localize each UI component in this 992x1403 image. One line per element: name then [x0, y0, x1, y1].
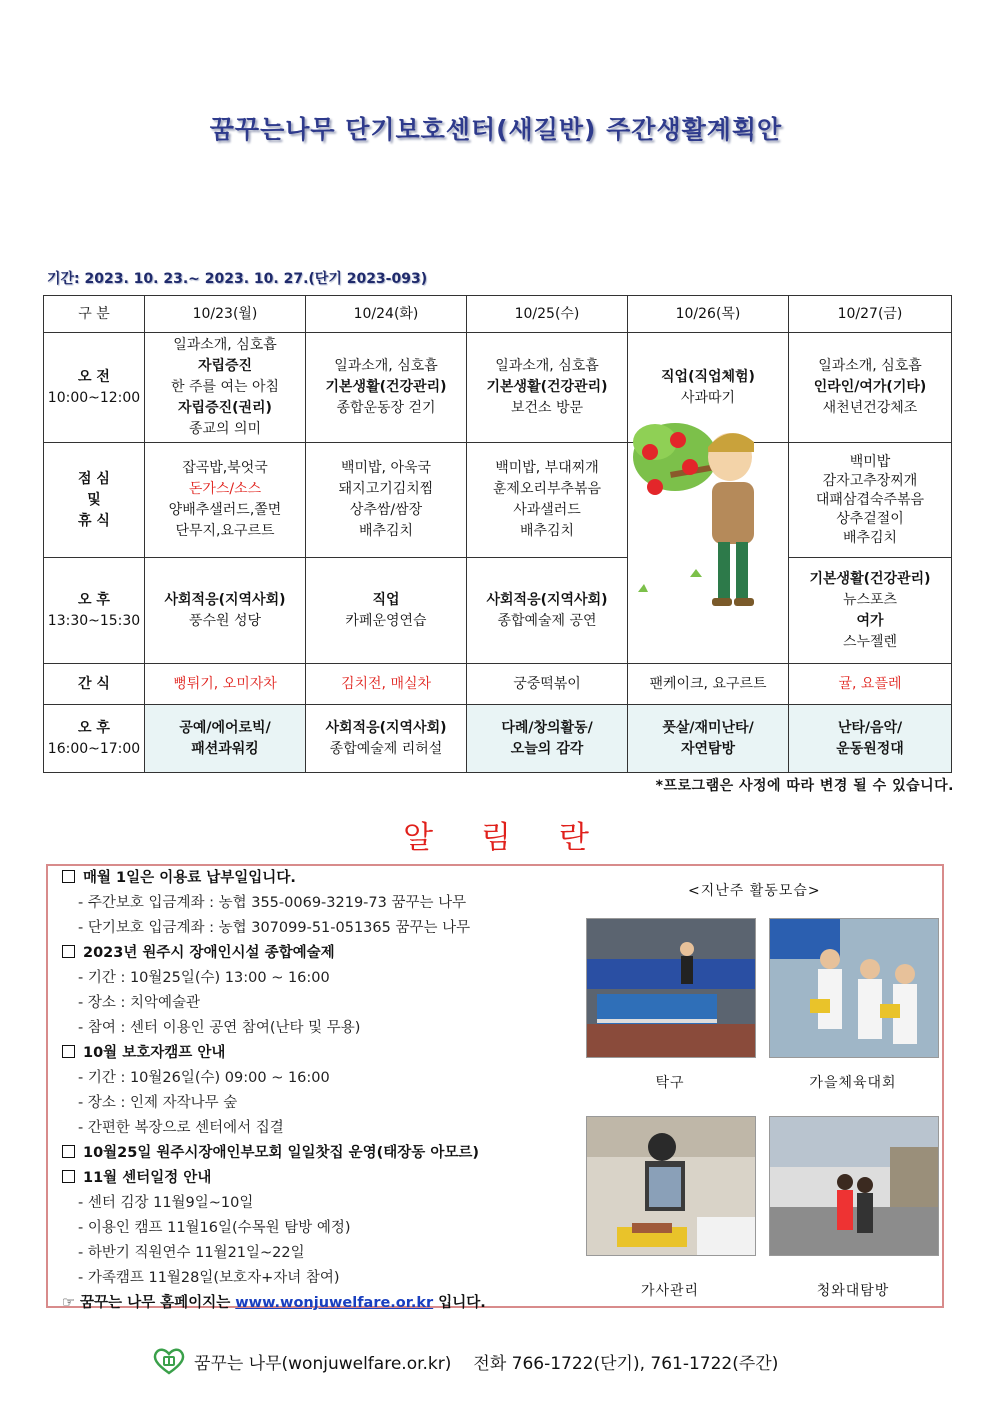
afternoon-time: 13:30~15:30	[47, 612, 141, 629]
cell-text: 사과따기	[680, 389, 736, 406]
homepage-suffix: 입니다.	[438, 1295, 486, 1311]
cell-text: 기본생활(건강관리)	[325, 379, 447, 395]
row-label-morning	[44, 333, 145, 443]
checkbox-square-icon	[62, 1145, 75, 1158]
notice-item	[62, 1016, 582, 1041]
cell-text: 사회적응(지역사회)	[164, 591, 286, 608]
cell-text: 스누젤렌	[842, 633, 898, 650]
photo-caption: 가사관리	[640, 1283, 700, 1299]
cell-text: 종합운동장 걷기	[336, 400, 436, 416]
apple-picking-illustration	[630, 412, 785, 622]
cell-text: 돼지고기김치찜	[338, 481, 434, 497]
cell-text: 일과소개, 심호흡	[173, 337, 277, 353]
cell-text: 공예/에어로빅/	[179, 719, 271, 736]
cell-text: 사회적응(지역사회)	[325, 719, 447, 736]
cell-text: 일과소개, 심호흡	[334, 358, 438, 374]
cell-text: 상추쌈/쌈장	[349, 502, 423, 518]
late-label: 오 후	[78, 719, 110, 736]
cell-text: 자연탐방	[680, 740, 736, 757]
cell-afternoon-tue	[306, 558, 467, 664]
table-row-lunch	[44, 443, 952, 558]
notice-item	[62, 1216, 582, 1241]
cell-morning-fri	[789, 333, 952, 443]
footer-org: 꿈꾸는 나무(wonjuwelfare.or.kr)	[194, 1353, 452, 1374]
table-row-snack	[44, 664, 952, 705]
photo-caption: 가을체육대회	[809, 1075, 897, 1091]
cell-lunch-tue	[306, 443, 467, 558]
notice-text: 매월 1일은 이용료 납부일입니다.	[83, 870, 296, 886]
header-mon: 10/23(월)	[145, 296, 306, 333]
cell-text: 자립증진	[197, 358, 253, 374]
cell-afternoon-wed	[467, 558, 628, 664]
cell-lunch-wed	[467, 443, 628, 558]
header-category: 구 분	[44, 296, 145, 333]
afternoon-label: 오 후	[78, 591, 110, 608]
row-label-afternoon	[44, 558, 145, 664]
notice-list	[62, 866, 582, 1316]
row-label-late	[44, 705, 145, 773]
notice-text: - 참여 : 센터 이용인 공연 참여(난타 및 무용)	[78, 1020, 361, 1036]
homepage-link[interactable]: www.wonjuwelfare.or.kr	[235, 1295, 434, 1311]
header-tue: 10/24(화)	[306, 296, 467, 333]
cell-text: 난타/음악/	[837, 719, 903, 736]
period-label: 기간: 2023. 10. 23.~ 2023. 10. 27.(단기 2023-093)	[47, 271, 428, 287]
checkbox-square-icon	[62, 945, 75, 958]
row-label-lunch	[44, 443, 145, 558]
row-label-snack: 간 식	[44, 664, 145, 705]
heart-logo-icon	[152, 1347, 186, 1375]
notice-text: - 하반기 직원연수 11월21일~22일	[78, 1245, 305, 1261]
cell-text: 종합예술제 리허설	[329, 740, 443, 757]
lunch-label: 휴 식	[78, 512, 110, 529]
cell-text: 한 주를 여는 아침	[170, 379, 280, 395]
gallery-caption: <지난주 활동모습>	[688, 883, 821, 899]
cell-text: 직업(직업체험)	[661, 368, 755, 385]
notice-text: - 간편한 복장으로 센터에서 집결	[78, 1120, 284, 1136]
footer-phone: 전화 766-1722(단기), 761-1722(주간)	[473, 1353, 779, 1374]
header-thu: 10/26(목)	[628, 296, 789, 333]
notice-item	[62, 1066, 582, 1091]
notice-text: - 장소 : 치악예술관	[78, 995, 200, 1011]
notice-heading	[62, 866, 582, 891]
cell-snack-thu: 팬케이크, 요구르트	[628, 664, 789, 705]
homepage-prefix: ☞ 꿈꾸는 나무 홈페이지는	[62, 1295, 231, 1311]
cell-text: 배추김치	[842, 529, 898, 546]
cell-text: 인라인/여가(기타)	[813, 379, 927, 395]
cell-morning-wed	[467, 333, 628, 443]
cell-text: 배추김치	[519, 523, 575, 539]
notice-item	[62, 991, 582, 1016]
cell-late-mon	[145, 705, 306, 773]
cell-text: 대패삼겹숙주볶음	[815, 491, 925, 508]
cell-text: 직업	[372, 591, 400, 608]
late-time: 16:00~17:00	[47, 740, 141, 757]
cell-text: 패션과워킹	[191, 740, 259, 757]
cell-text: 배추김치	[358, 523, 414, 539]
cell-text: 운동원정대	[836, 740, 904, 757]
cell-late-thu	[628, 705, 789, 773]
header-fri: 10/27(금)	[789, 296, 952, 333]
cell-text: 일과소개, 심호흡	[495, 358, 599, 374]
photo-blue-house	[769, 1116, 939, 1256]
cell-text: 잡곡밥,북엇국	[182, 460, 268, 476]
table-row-afternoon	[44, 558, 952, 664]
footer	[152, 1347, 778, 1375]
cell-text: 다례/창의활동/	[501, 719, 593, 736]
schedule-note: *프로그램은 사정에 따라 변경 될 수 있습니다.	[655, 778, 954, 794]
cell-text: 상추겉절이	[836, 510, 904, 527]
notice-item	[62, 916, 582, 941]
cell-text: 사회적응(지역사회)	[486, 591, 608, 608]
page-title: 꿈꾸는나무 단기보호센터(새길반) 주간생활계획안	[209, 115, 783, 144]
notice-text: - 기간 : 10월25일(수) 13:00 ~ 16:00	[78, 970, 330, 986]
cell-text: 종합예술제 공연	[497, 612, 597, 629]
cell-text: 사과샐러드	[513, 502, 581, 518]
header-wed: 10/25(수)	[467, 296, 628, 333]
cell-text: 백미밥	[849, 453, 891, 470]
cell-text: 돈가스/소스	[188, 481, 262, 497]
cell-text: 일과소개, 심호흡	[818, 358, 922, 374]
checkbox-square-icon	[62, 1045, 75, 1058]
morning-label: 오 전	[78, 368, 110, 385]
notice-box	[46, 864, 944, 1311]
cell-text: 보건소 방문	[510, 400, 584, 416]
cell-lunch-fri	[789, 443, 952, 558]
notice-heading	[62, 1041, 582, 1066]
cell-afternoon-fri	[789, 558, 952, 664]
photo-sports-day	[769, 918, 939, 1058]
cell-afternoon-mon	[145, 558, 306, 664]
lunch-label: 및	[87, 491, 101, 508]
notice-text: - 센터 김장 11월9일~10일	[78, 1195, 254, 1211]
notice-text: 10월25일 원주시장애인부모회 일일찻집 운영(태장동 아모르)	[83, 1145, 479, 1161]
notice-item	[62, 1241, 582, 1266]
cell-lunch-mon	[145, 443, 306, 558]
cell-text: 기본생활(건강관리)	[809, 570, 931, 587]
cell-late-fri	[789, 705, 952, 773]
cell-text: 풋살/재미난타/	[662, 719, 754, 736]
notice-item	[62, 1191, 582, 1216]
notice-item	[62, 891, 582, 916]
morning-time: 10:00~12:00	[47, 389, 141, 406]
cell-text: 단무지,요구르트	[175, 523, 275, 539]
notice-heading	[62, 1166, 582, 1191]
cell-text: 기본생활(건강관리)	[486, 379, 608, 395]
weekly-schedule-table	[43, 295, 952, 773]
cell-snack-mon: 뻥튀기, 오미자차	[145, 664, 306, 705]
notice-item	[62, 1116, 582, 1141]
notice-heading	[62, 1141, 582, 1166]
checkbox-square-icon	[62, 870, 75, 883]
cell-snack-fri: 귤, 요플레	[789, 664, 952, 705]
photo-table-tennis	[586, 918, 756, 1058]
cell-late-wed	[467, 705, 628, 773]
cell-snack-wed: 궁중떡볶이	[467, 664, 628, 705]
notice-text: - 가족캠프 11월28일(보호자+자녀 참여)	[78, 1270, 340, 1286]
cell-morning-tue	[306, 333, 467, 443]
notice-text: - 주간보호 입금계좌 : 농협 355-0069-3219-73 꿈꾸는 나무	[78, 895, 467, 911]
notice-text: 11월 센터일정 안내	[83, 1170, 212, 1186]
cell-text: 자립증진(권리)	[178, 400, 272, 416]
cell-text: 감자고추장찌개	[822, 472, 918, 489]
cell-morning-mon	[145, 333, 306, 443]
cell-text: 뉴스포츠	[842, 591, 898, 608]
cell-text: 여가	[856, 612, 884, 629]
cell-text: 새천년건강체조	[822, 400, 918, 416]
cell-text: 풍수원 성당	[188, 612, 262, 629]
cell-text: 카페운영연습	[345, 612, 427, 629]
notice-text: - 단기보호 입금계좌 : 농협 307099-51-051365 꿈꾸는 나무	[78, 920, 471, 936]
notice-text: - 장소 : 인제 자작나무 숲	[78, 1095, 238, 1111]
table-header-row	[44, 296, 952, 333]
notice-item	[62, 1266, 582, 1291]
photo-caption: 청와대탐방	[816, 1283, 890, 1299]
cell-text: 양배추샐러드,쫄면	[168, 502, 282, 518]
cell-text: 백미밥, 부대찌개	[495, 460, 599, 476]
table-row-late	[44, 705, 952, 773]
notice-text: 10월 보호자캠프 안내	[83, 1045, 226, 1061]
cell-snack-tue: 김치전, 매실차	[306, 664, 467, 705]
notice-item	[62, 1091, 582, 1116]
cell-text: 오늘의 감각	[510, 740, 584, 757]
photo-caption: 탁구	[655, 1075, 685, 1091]
notice-text: 2023년 원주시 장애인시설 종합예술제	[83, 945, 335, 961]
cell-text: 백미밥, 아욱국	[340, 460, 432, 476]
notice-heading	[62, 941, 582, 966]
cell-text: 종교의 의미	[188, 421, 262, 437]
lunch-label: 점 심	[78, 470, 110, 487]
notice-text: - 기간 : 10월26일(수) 09:00 ~ 16:00	[78, 1070, 330, 1086]
notice-text: - 이용인 캠프 11월16일(수목원 탐방 예정)	[78, 1220, 351, 1236]
homepage-line	[62, 1291, 582, 1316]
cell-text: 훈제오리부추볶음	[492, 481, 602, 497]
photo-housekeeping	[586, 1116, 756, 1256]
notice-item	[62, 966, 582, 991]
checkbox-square-icon	[62, 1170, 75, 1183]
cell-late-tue	[306, 705, 467, 773]
table-row-morning	[44, 333, 952, 443]
notice-title: 알림란	[403, 820, 637, 856]
